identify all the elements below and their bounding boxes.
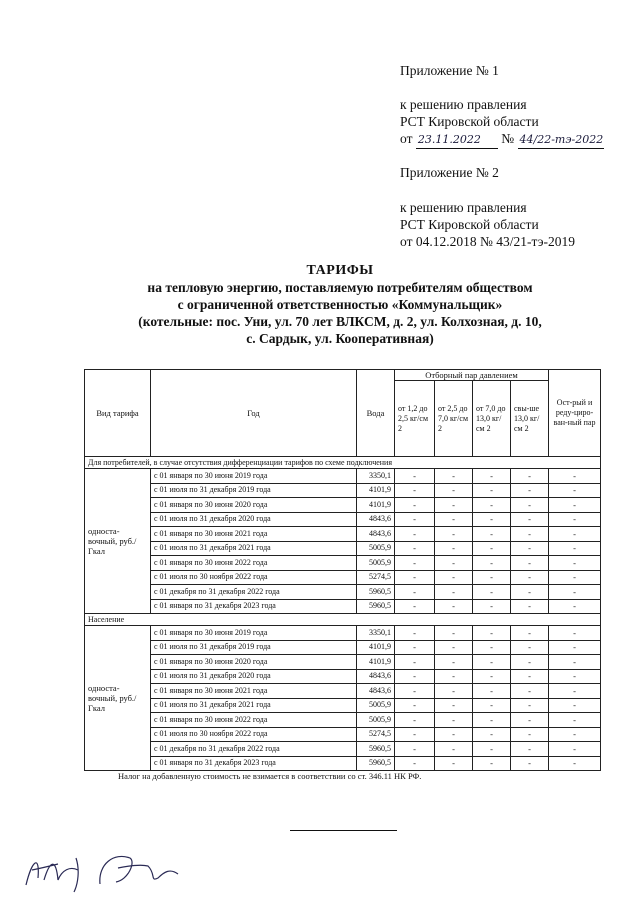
steam-tariff-cell: - — [473, 684, 511, 699]
tariff-type-cell: односта-вочный, руб./Гкал — [85, 469, 151, 614]
steam-tariff-cell: - — [395, 556, 435, 571]
table-row — [85, 512, 601, 527]
steam-tariff-cell: - — [511, 684, 549, 699]
steam-tariff-cell: - — [395, 527, 435, 542]
steam-tariff-cell: - — [511, 713, 549, 728]
steam-tariff-cell: - — [473, 527, 511, 542]
section-header-row — [85, 614, 601, 626]
tariff-table-body — [85, 457, 601, 771]
steam-tariff-cell: - — [473, 698, 511, 713]
header-steam-pressure: Отборный пар давлением — [395, 370, 549, 381]
steam-tariff-cell: - — [435, 626, 473, 641]
steam-tariff-cell: - — [395, 599, 435, 614]
title-main: ТАРИФЫ — [306, 263, 374, 278]
water-tariff-cell: 5005,9 — [357, 541, 395, 556]
steam-tariff-cell: - — [395, 626, 435, 641]
steam-tariff-cell: - — [473, 556, 511, 571]
steam-tariff-cell: - — [511, 469, 549, 484]
steam-tariff-cell: - — [395, 655, 435, 670]
period-cell: с 01 декабря по 31 декабря 2022 года — [151, 742, 357, 757]
steam-tariff-cell: - — [395, 713, 435, 728]
appendix-1-block — [400, 62, 499, 79]
steam-tariff-cell: - — [549, 756, 601, 771]
period-cell: с 01 января по 30 июня 2022 года — [151, 713, 357, 728]
steam-tariff-cell: - — [435, 756, 473, 771]
period-cell: с 01 июля по 31 декабря 2019 года — [151, 483, 357, 498]
steam-tariff-cell: - — [473, 756, 511, 771]
period-cell: с 01 января по 30 июня 2020 года — [151, 655, 357, 670]
handwritten-signature — [18, 840, 218, 900]
table-row — [85, 640, 601, 655]
steam-tariff-cell: - — [549, 684, 601, 699]
header-year: Год — [151, 370, 357, 457]
period-cell: с 01 июля по 30 ноября 2022 года — [151, 727, 357, 742]
steam-tariff-cell: - — [435, 684, 473, 699]
period-cell: с 01 января по 31 декабря 2023 года — [151, 756, 357, 771]
period-cell: с 01 января по 30 июня 2022 года — [151, 556, 357, 571]
vat-footnote: Налог на добавленную стоимость не взимается в соответствии со ст. 346.11 НК РФ. — [118, 771, 422, 781]
table-row — [85, 599, 601, 614]
water-tariff-cell: 5960,5 — [357, 756, 395, 771]
appendix-2-line-1: к решению правления — [400, 200, 527, 215]
steam-tariff-cell: - — [435, 585, 473, 600]
period-cell: с 01 июля по 30 ноября 2022 года — [151, 570, 357, 585]
title-line-2: с ограниченной ответственностью «Коммунальщик» — [177, 297, 503, 312]
water-tariff-cell: 4101,9 — [357, 640, 395, 655]
steam-tariff-cell: - — [395, 756, 435, 771]
water-tariff-cell: 5005,9 — [357, 556, 395, 571]
tariff-table — [84, 369, 601, 771]
period-cell: с 01 января по 31 декабря 2023 года — [151, 599, 357, 614]
appendix-1-decision — [400, 96, 604, 149]
steam-tariff-cell: - — [473, 640, 511, 655]
period-cell: с 01 января по 30 июня 2021 года — [151, 684, 357, 699]
steam-tariff-cell: - — [473, 498, 511, 513]
steam-tariff-cell: - — [511, 599, 549, 614]
appendix-2-line-3: от 04.12.2018 № 43/21-тэ-2019 — [400, 234, 575, 249]
table-row — [85, 684, 601, 699]
steam-tariff-cell: - — [511, 727, 549, 742]
steam-tariff-cell: - — [473, 541, 511, 556]
period-cell: с 01 июля по 31 декабря 2020 года — [151, 512, 357, 527]
divider-line — [290, 830, 397, 831]
period-cell: с 01 июля по 31 декабря 2019 года — [151, 640, 357, 655]
steam-tariff-cell: - — [435, 655, 473, 670]
steam-tariff-cell: - — [395, 483, 435, 498]
steam-tariff-cell: - — [549, 713, 601, 728]
appendix-1-number-label: № — [501, 131, 515, 146]
document-title — [60, 262, 620, 347]
water-tariff-cell: 4843,6 — [357, 669, 395, 684]
water-tariff-cell: 5005,9 — [357, 713, 395, 728]
steam-tariff-cell: - — [549, 599, 601, 614]
water-tariff-cell: 5274,5 — [357, 570, 395, 585]
steam-tariff-cell: - — [435, 727, 473, 742]
steam-tariff-cell: - — [473, 626, 511, 641]
appendix-2-decision — [400, 199, 575, 250]
steam-tariff-cell: - — [549, 742, 601, 757]
steam-tariff-cell: - — [473, 599, 511, 614]
title-line-3: (котельные: пос. Уни, ул. 70 лет ВЛКСМ, д. 2, ул. Колхозная, д. 10, — [138, 314, 542, 329]
steam-tariff-cell: - — [395, 684, 435, 699]
steam-tariff-cell: - — [511, 756, 549, 771]
steam-tariff-cell: - — [549, 669, 601, 684]
appendix-1-number-handwritten: 44/22-тэ-2022 — [518, 131, 604, 149]
steam-tariff-cell: - — [511, 626, 549, 641]
appendix-1-date-handwritten: 23.11.2022 — [416, 131, 498, 149]
water-tariff-cell: 4101,9 — [357, 483, 395, 498]
water-tariff-cell: 5274,5 — [357, 727, 395, 742]
appendix-1-title: Приложение № 1 — [400, 63, 499, 78]
steam-tariff-cell: - — [473, 727, 511, 742]
steam-tariff-cell: - — [511, 655, 549, 670]
steam-tariff-cell: - — [395, 570, 435, 585]
steam-tariff-cell: - — [511, 512, 549, 527]
steam-tariff-cell: - — [395, 698, 435, 713]
period-cell: с 01 января по 30 июня 2021 года — [151, 527, 357, 542]
steam-tariff-cell: - — [395, 727, 435, 742]
steam-tariff-cell: - — [549, 556, 601, 571]
tariff-type-cell: односта-вочный, руб./Гкал — [85, 626, 151, 771]
steam-tariff-cell: - — [549, 469, 601, 484]
steam-tariff-cell: - — [395, 742, 435, 757]
steam-tariff-cell: - — [473, 585, 511, 600]
period-cell: с 01 января по 30 июня 2019 года — [151, 469, 357, 484]
steam-tariff-cell: - — [549, 640, 601, 655]
steam-tariff-cell: - — [395, 469, 435, 484]
steam-tariff-cell: - — [473, 469, 511, 484]
water-tariff-cell: 5960,5 — [357, 742, 395, 757]
table-row — [85, 698, 601, 713]
steam-tariff-cell: - — [473, 669, 511, 684]
period-cell: с 01 января по 30 июня 2019 года — [151, 626, 357, 641]
steam-tariff-cell: - — [435, 640, 473, 655]
table-row — [85, 742, 601, 757]
table-row — [85, 469, 601, 484]
table-row — [85, 655, 601, 670]
steam-tariff-cell: - — [395, 669, 435, 684]
water-tariff-cell: 4843,6 — [357, 684, 395, 699]
appendix-2-line-2: РСТ Кировской области — [400, 217, 539, 232]
steam-tariff-cell: - — [549, 512, 601, 527]
water-tariff-cell: 3350,1 — [357, 626, 395, 641]
period-cell: с 01 декабря по 31 декабря 2022 года — [151, 585, 357, 600]
steam-tariff-cell: - — [473, 570, 511, 585]
section-header-row — [85, 457, 601, 469]
steam-tariff-cell: - — [549, 527, 601, 542]
table-row — [85, 585, 601, 600]
header-water: Вода — [357, 370, 395, 457]
steam-tariff-cell: - — [511, 585, 549, 600]
steam-tariff-cell: - — [511, 527, 549, 542]
table-row — [85, 713, 601, 728]
steam-tariff-cell: - — [435, 527, 473, 542]
section-label: Для потребителей, в случае отсутствия дифференциации тарифов по схеме подключения — [85, 457, 601, 469]
steam-tariff-cell: - — [511, 742, 549, 757]
steam-tariff-cell: - — [549, 698, 601, 713]
steam-tariff-cell: - — [549, 498, 601, 513]
steam-tariff-cell: - — [435, 570, 473, 585]
period-cell: с 01 января по 30 июня 2020 года — [151, 498, 357, 513]
steam-tariff-cell: - — [549, 655, 601, 670]
steam-tariff-cell: - — [473, 512, 511, 527]
steam-tariff-cell: - — [511, 570, 549, 585]
steam-tariff-cell: - — [549, 483, 601, 498]
steam-tariff-cell: - — [395, 498, 435, 513]
header-pressure-over-13: свы-ше 13,0 кг/см 2 — [511, 381, 549, 457]
steam-tariff-cell: - — [435, 698, 473, 713]
table-row — [85, 669, 601, 684]
title-line-4: с. Сардык, ул. Кооперативная) — [246, 331, 434, 346]
steam-tariff-cell: - — [549, 626, 601, 641]
steam-tariff-cell: - — [435, 669, 473, 684]
steam-tariff-cell: - — [395, 640, 435, 655]
steam-tariff-cell: - — [511, 541, 549, 556]
steam-tariff-cell: - — [395, 541, 435, 556]
title-line-1: на тепловую энергию, поставляемую потребителям обществом — [147, 280, 533, 295]
steam-tariff-cell: - — [473, 742, 511, 757]
steam-tariff-cell: - — [395, 512, 435, 527]
table-row — [85, 727, 601, 742]
water-tariff-cell: 4843,6 — [357, 512, 395, 527]
water-tariff-cell: 5005,9 — [357, 698, 395, 713]
appendix-1-from-label: от — [400, 131, 413, 146]
steam-tariff-cell: - — [511, 483, 549, 498]
appendix-1-line-1: к решению правления — [400, 97, 527, 112]
water-tariff-cell: 5960,5 — [357, 599, 395, 614]
water-tariff-cell: 3350,1 — [357, 469, 395, 484]
water-tariff-cell: 4101,9 — [357, 655, 395, 670]
steam-tariff-cell: - — [435, 556, 473, 571]
steam-tariff-cell: - — [435, 469, 473, 484]
steam-tariff-cell: - — [395, 585, 435, 600]
period-cell: с 01 июля по 31 декабря 2020 года — [151, 669, 357, 684]
water-tariff-cell: 4101,9 — [357, 498, 395, 513]
appendix-2-title: Приложение № 2 — [400, 165, 499, 180]
section-label: Население — [85, 614, 601, 626]
header-pressure-7-13: от 7,0 до 13,0 кг/см 2 — [473, 381, 511, 457]
table-row — [85, 570, 601, 585]
steam-tariff-cell: - — [549, 727, 601, 742]
steam-tariff-cell: - — [511, 556, 549, 571]
table-row — [85, 556, 601, 571]
header-pressure-2-5-7: от 2,5 до 7,0 кг/см 2 — [435, 381, 473, 457]
table-row — [85, 527, 601, 542]
steam-tariff-cell: - — [549, 570, 601, 585]
appendix-1-line-2: РСТ Кировской области — [400, 114, 539, 129]
steam-tariff-cell: - — [435, 742, 473, 757]
steam-tariff-cell: - — [473, 713, 511, 728]
steam-tariff-cell: - — [473, 655, 511, 670]
water-tariff-cell: 5960,5 — [357, 585, 395, 600]
steam-tariff-cell: - — [511, 669, 549, 684]
header-tariff-type: Вид тарифа — [85, 370, 151, 457]
table-row — [85, 756, 601, 771]
header-sharp-steam: Ост-рый и реду-циро-ван-ный пар — [549, 370, 601, 457]
steam-tariff-cell: - — [511, 640, 549, 655]
water-tariff-cell: 4843,6 — [357, 527, 395, 542]
steam-tariff-cell: - — [511, 698, 549, 713]
steam-tariff-cell: - — [435, 483, 473, 498]
steam-tariff-cell: - — [549, 585, 601, 600]
steam-tariff-cell: - — [435, 541, 473, 556]
steam-tariff-cell: - — [435, 498, 473, 513]
appendix-2-block — [400, 164, 499, 181]
appendix-1-line-3 — [400, 130, 604, 149]
table-row — [85, 626, 601, 641]
period-cell: с 01 июля по 31 декабря 2021 года — [151, 698, 357, 713]
steam-tariff-cell: - — [473, 483, 511, 498]
steam-tariff-cell: - — [549, 541, 601, 556]
steam-tariff-cell: - — [511, 498, 549, 513]
table-row — [85, 483, 601, 498]
table-row — [85, 498, 601, 513]
steam-tariff-cell: - — [435, 512, 473, 527]
period-cell: с 01 июля по 31 декабря 2021 года — [151, 541, 357, 556]
steam-tariff-cell: - — [435, 713, 473, 728]
steam-tariff-cell: - — [435, 599, 473, 614]
table-row — [85, 541, 601, 556]
header-pressure-1-2-5: от 1,2 до 2,5 кг/см 2 — [395, 381, 435, 457]
